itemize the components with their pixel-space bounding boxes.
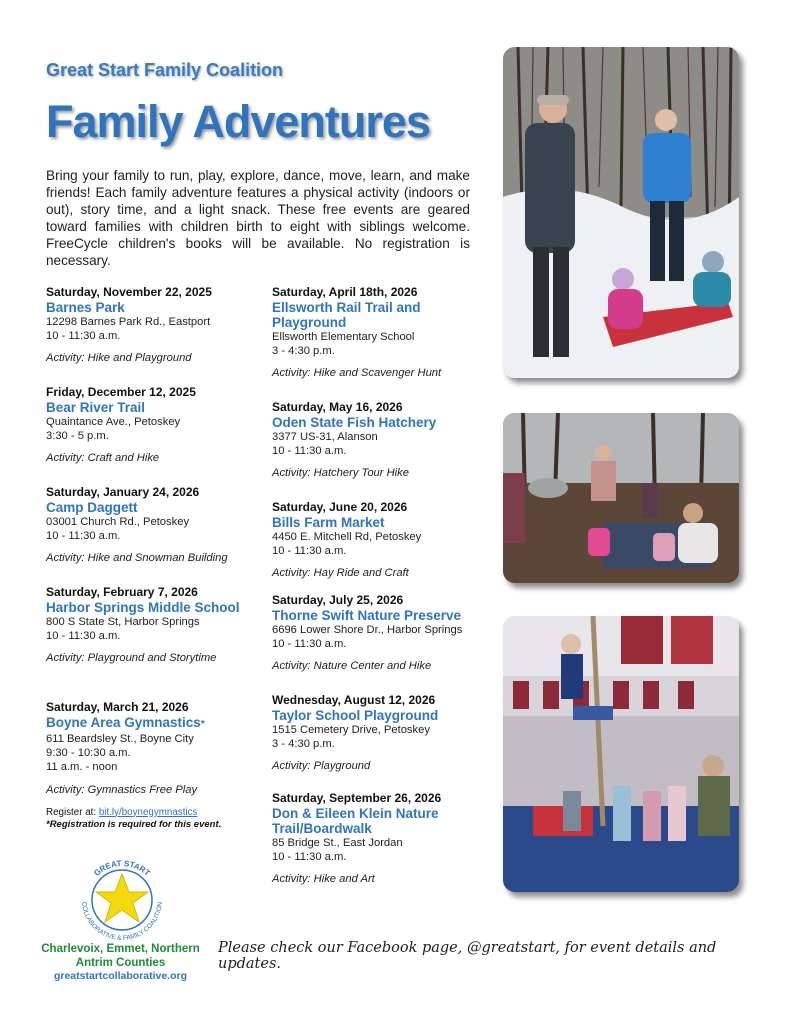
event-location-name: Thorne Swift Nature Preserve xyxy=(272,608,462,623)
event-activity: Activity: Craft and Hike xyxy=(46,452,160,465)
event-address: 03001 Church Rd., Petoskey xyxy=(46,516,190,528)
event-activity: Activity: Hike and Playground xyxy=(46,352,192,365)
event-location-name xyxy=(46,715,256,732)
event-item xyxy=(272,500,487,593)
event-time: 10 - 11:30 a.m. xyxy=(46,530,121,543)
event-address: 4450 E. Mitchell Rd, Petoskey xyxy=(272,531,422,543)
event-location-name: Taylor School Playground xyxy=(272,708,439,723)
event-time: 10 - 11:30 a.m. xyxy=(272,445,347,458)
event-time: 9:30 - 10:30 a.m. xyxy=(46,747,131,760)
register-label: Register at: xyxy=(46,806,97,818)
event-item xyxy=(46,700,256,831)
event-location-name: Camp Daggett xyxy=(46,500,138,515)
great-start-logo xyxy=(72,850,172,950)
event-location-name: Bills Farm Market xyxy=(272,515,385,530)
event-date: Friday, December 12, 2025 xyxy=(46,385,196,399)
website-link[interactable]: greatstartcollaborative.org xyxy=(53,970,188,982)
event-location-name: Oden State Fish Hatchery xyxy=(272,415,437,430)
county-names: Charlevoix, Emmet, Northern Antrim Counties xyxy=(41,943,200,969)
star-icon xyxy=(96,874,148,922)
event-activity: Activity: Hike and Snowman Building xyxy=(46,552,228,565)
event-date: Saturday, April 18th, 2026 xyxy=(272,285,418,299)
event-item xyxy=(46,485,256,585)
event-item xyxy=(272,593,487,693)
registration-note: *Registration is required for this event. xyxy=(46,818,222,830)
event-address: 6696 Lower Shore Dr., Harbor Springs xyxy=(272,624,463,636)
event-time: 10 - 11:30 a.m. xyxy=(272,638,347,651)
photo-outdoor-storytime xyxy=(503,413,739,583)
event-activity: Activity: Hatchery Tour Hike xyxy=(272,467,409,480)
registration-line xyxy=(46,807,256,819)
logo-arc-bottom: COLLABORATIVE & FAMILY COALITION xyxy=(79,901,165,943)
event-address: 12298 Barnes Park Rd., Eastport xyxy=(46,316,211,328)
logo-arc-top: GREAT START xyxy=(92,858,152,878)
event-address: 85 Bridge St., East Jordan xyxy=(272,837,403,849)
event-item xyxy=(272,693,487,791)
event-location-name: Barnes Park xyxy=(46,300,125,315)
events-left-column xyxy=(46,285,256,831)
event-item xyxy=(46,585,256,700)
event-address: Ellsworth Elementary School xyxy=(272,331,415,343)
event-address: 800 S State St, Harbor Springs xyxy=(46,616,200,628)
event-date: Saturday, February 7, 2026 xyxy=(46,585,198,599)
footer-note: Please check our Facebook page, @greatstart, for event details and updates. xyxy=(218,940,717,972)
event-time: 10 - 11:30 a.m. xyxy=(272,545,347,558)
event-time: 3 - 4:30 p.m. xyxy=(272,738,335,751)
register-link[interactable]: bit.ly/boynegymnastics xyxy=(98,806,198,818)
event-address: 611 Beardsley St., Boyne City xyxy=(46,733,194,745)
event-date: Saturday, January 24, 2026 xyxy=(46,485,200,499)
intro-paragraph: Bring your family to run, play, explore, dance, move, learn, and make friends! Each family adventure features a physical activity (indoors or out), story time, and a light snack. These free events are geared toward families with children birth to eight with siblings welcome. FreeCycle children's books will be available. No registration is necessary. xyxy=(46,168,470,268)
event-activity: Activity: Playground xyxy=(272,760,371,773)
event-date: Saturday, March 21, 2026 xyxy=(46,700,189,714)
event-activity: Activity: Hike and Scavenger Hunt xyxy=(272,367,442,380)
event-item xyxy=(272,400,487,500)
event-date: Saturday, June 20, 2026 xyxy=(272,500,408,514)
event-item xyxy=(46,285,256,385)
event-activity: Activity: Hay Ride and Craft xyxy=(272,567,409,580)
event-time-second: 11 a.m. - noon xyxy=(46,761,118,774)
event-item xyxy=(272,791,487,886)
event-date: Wednesday, August 12, 2026 xyxy=(272,693,436,707)
event-activity: Activity: Gymnastics Free Play xyxy=(46,783,198,796)
event-item xyxy=(272,285,487,400)
page-title: Family Adventures xyxy=(46,96,430,147)
photo-gymnastics xyxy=(503,616,739,892)
event-date: Saturday, November 22, 2025 xyxy=(46,285,212,299)
events-right-column xyxy=(272,285,487,886)
event-date: Saturday, September 26, 2026 xyxy=(272,791,442,805)
event-time: 3 - 4:30 p.m. xyxy=(272,345,335,358)
event-date: Saturday, July 25, 2026 xyxy=(272,593,404,607)
event-time: 10 - 11:30 a.m. xyxy=(46,630,121,643)
event-time: 10 - 11:30 a.m. xyxy=(46,330,121,343)
event-activity: Activity: Playground and Storytime xyxy=(46,652,217,665)
event-location-name: Ellsworth Rail Trail and Playground xyxy=(272,300,421,330)
event-location-name: Don & Eileen Klein Nature Trail/Boardwalk xyxy=(272,806,439,836)
event-activity: Activity: Hike and Art xyxy=(272,873,375,886)
event-location-name: Bear River Trail xyxy=(46,400,146,415)
event-time: 3:30 - 5 p.m. xyxy=(46,430,109,443)
asterisk: * xyxy=(200,719,205,730)
event-address: 1515 Cemetery Drive, Petoskey xyxy=(272,724,430,736)
event-location-text: Boyne Area Gymnastics xyxy=(46,715,201,730)
photo-snow-sledding xyxy=(503,47,739,378)
org-name: Great Start Family Coalition xyxy=(46,60,284,80)
event-time: 10 - 11:30 a.m. xyxy=(272,851,347,864)
event-location-name: Harbor Springs Middle School xyxy=(46,600,240,615)
event-date: Saturday, May 16, 2026 xyxy=(272,400,403,414)
event-address: 3377 US-31, Alanson xyxy=(272,431,378,443)
event-address: Quaintance Ave., Petoskey xyxy=(46,416,181,428)
event-activity: Activity: Nature Center and Hike xyxy=(272,660,432,673)
event-item xyxy=(46,385,256,485)
